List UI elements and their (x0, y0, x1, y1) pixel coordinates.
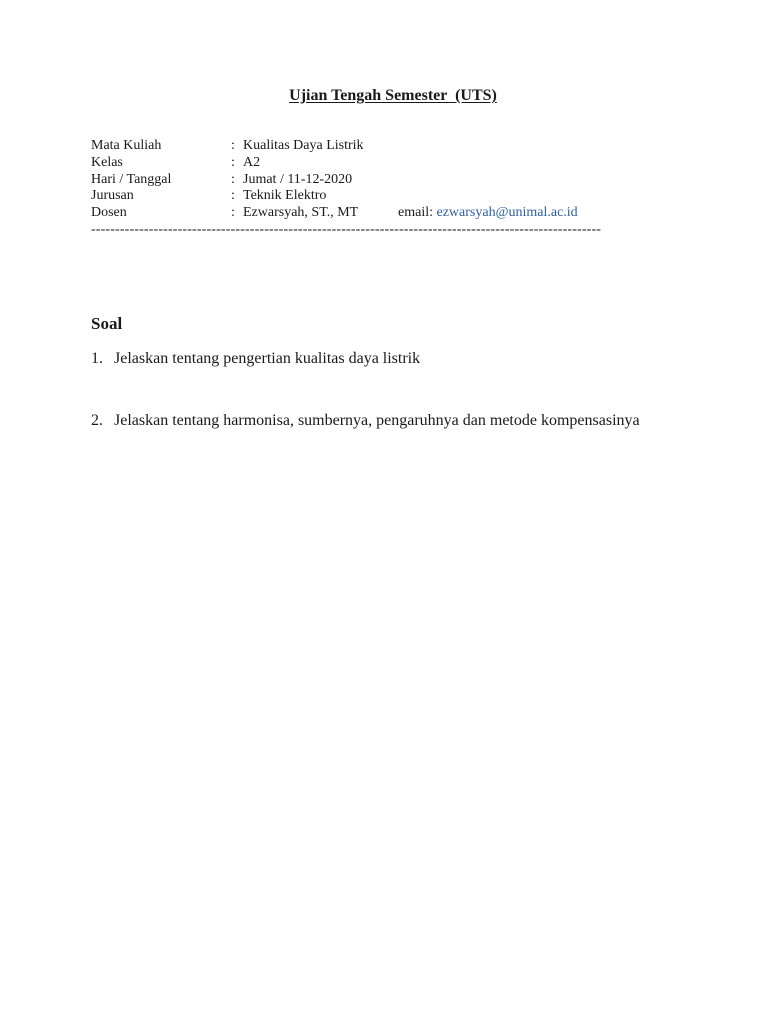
email-link[interactable]: ezwarsyah@unimal.ac.id (436, 205, 578, 221)
info-label: Mata Kuliah (91, 138, 162, 153)
info-colon: : (231, 138, 235, 153)
email-contact (398, 205, 578, 222)
info-label: Dosen (91, 205, 127, 221)
info-value: A2 (243, 154, 261, 170)
question-item (91, 406, 651, 436)
info-value: Teknik Elektro (243, 188, 327, 204)
info-colon: : (231, 154, 235, 170)
info-value: Ezwarsyah, ST., MT (243, 205, 359, 221)
info-label: Kelas (91, 154, 123, 170)
soal-heading: Soal (91, 314, 123, 333)
question-text: Jelaskan tentang pengertian kualitas daya listrik (114, 350, 421, 367)
info-colon: : (231, 188, 235, 204)
question-number: 1. (91, 350, 103, 367)
info-value: Kualitas Daya Listrik (243, 138, 364, 153)
email-label: email: (398, 205, 433, 221)
question-text: Jelaskan tentang harmonisa, sumbernya, pengaruhnya dan metode kompensasinya (114, 412, 640, 429)
exam-title: Ujian Tengah Semester (UTS) (289, 87, 497, 104)
info-value: Jumat / 11-12-2020 (243, 171, 353, 187)
question-item (91, 344, 651, 374)
question-number: 2. (91, 412, 103, 429)
dashed-divider: ---------------------------------------------------------------------------------------------------------- (91, 222, 602, 237)
info-colon: : (231, 171, 235, 187)
info-colon: : (231, 205, 235, 221)
info-label: Hari / Tanggal (91, 171, 172, 187)
question-list (91, 344, 651, 436)
info-label: Jurusan (91, 188, 134, 204)
